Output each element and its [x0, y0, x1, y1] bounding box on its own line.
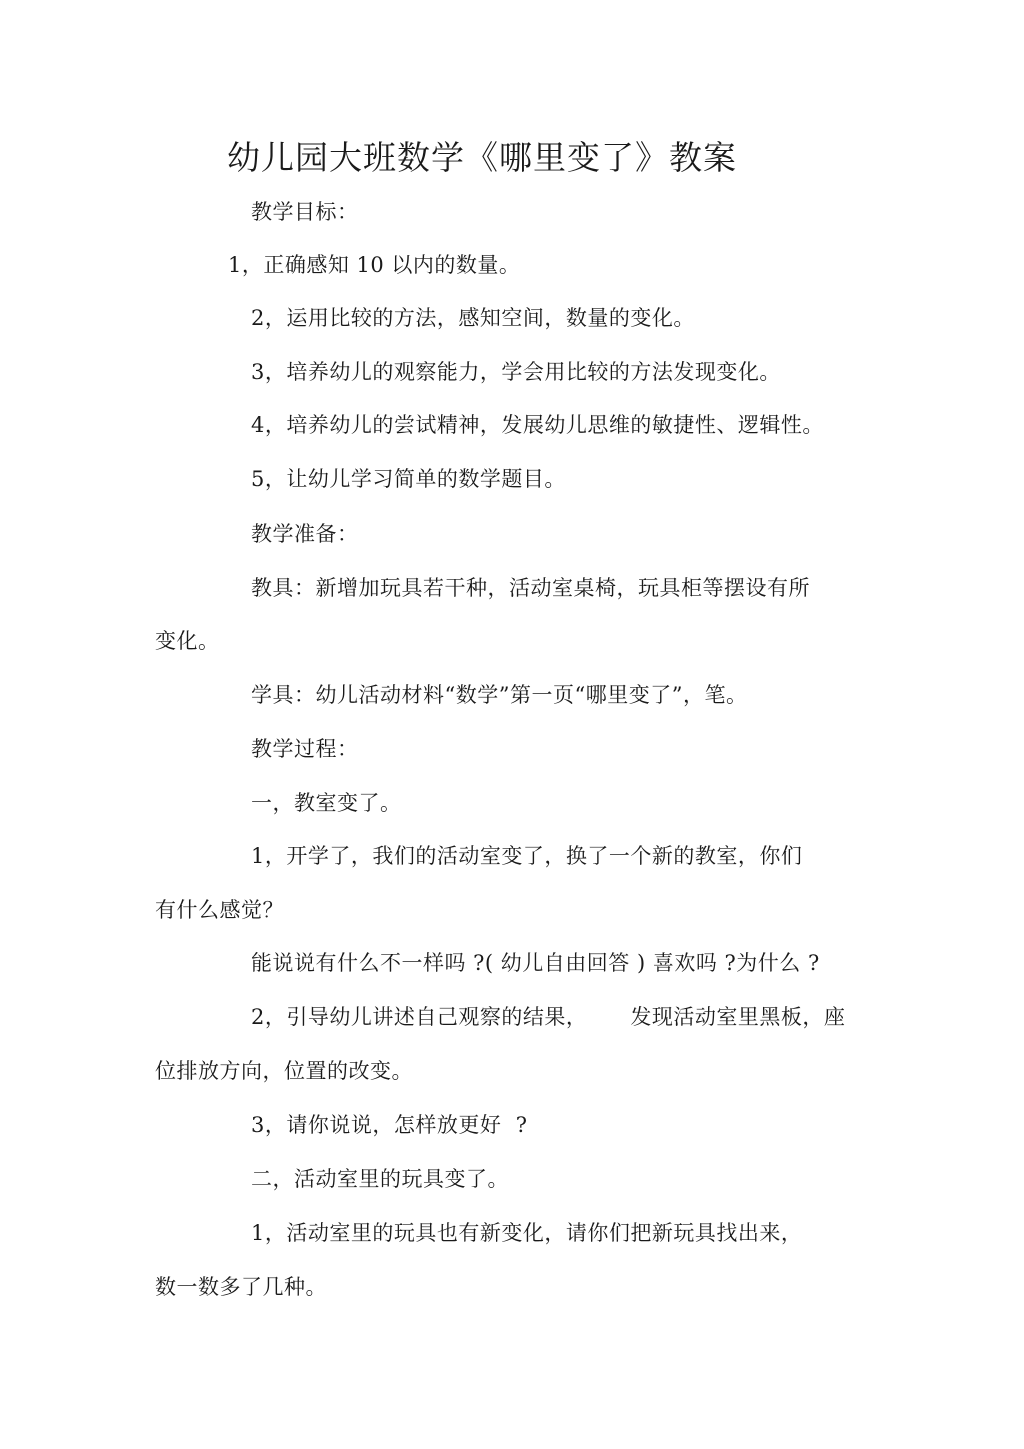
paragraph-line: 2，引导幼儿讲述自己观察的结果， 发现活动室里黑板，座 [251, 1005, 846, 1029]
paragraph-line: 有什么感觉？ [155, 898, 284, 922]
section-heading-goals: 教学目标： [251, 200, 359, 224]
paragraph-line: 教具：新增加玩具若干种，活动室桌椅，玩具柜等摆设有所 [251, 576, 810, 600]
paragraph-line: 3，培养幼儿的观察能力，学会用比较的方法发现变化。 [251, 360, 781, 384]
paragraph-line: 变化。 [155, 629, 220, 653]
paragraph-line: 1，活动室里的玩具也有新变化，请你们把新玩具找出来， [251, 1221, 803, 1245]
paragraph-line: 1，正确感知 10 以内的数量。 [228, 253, 521, 277]
document-title: 幼儿园大班数学《哪里变了》教案 [227, 138, 737, 177]
paragraph-line: 1，开学了，我们的活动室变了，换了一个新的教室，你们 [251, 844, 803, 868]
paragraph-line: 4，培养幼儿的尝试精神，发展幼儿思维的敏捷性、逻辑性。 [251, 413, 824, 437]
paragraph-line: 位排放方向，位置的改变。 [155, 1059, 413, 1083]
subsection-heading: 一，教室变了。 [251, 791, 402, 815]
paragraph-line: 3，请你说说，怎样放更好 ? [251, 1113, 528, 1137]
paragraph-line: 5，让幼儿学习简单的数学题目。 [251, 467, 566, 491]
subsection-heading: 二，活动室里的玩具变了。 [251, 1167, 509, 1191]
paragraph-line: 数一数多了几种。 [155, 1275, 327, 1299]
paragraph-line: 2，运用比较的方法，感知空间，数量的变化。 [251, 306, 695, 330]
section-heading-preparation: 教学准备： [251, 522, 359, 546]
section-heading-process: 教学过程： [251, 737, 359, 761]
paragraph-line: 能说说有什么不一样吗 ?( 幼儿自由回答 ) 喜欢吗 ?为什么 ? [251, 951, 820, 975]
paragraph-line: 学具：幼儿活动材料“数学”第一页“哪里变了”，笔。 [251, 683, 748, 707]
